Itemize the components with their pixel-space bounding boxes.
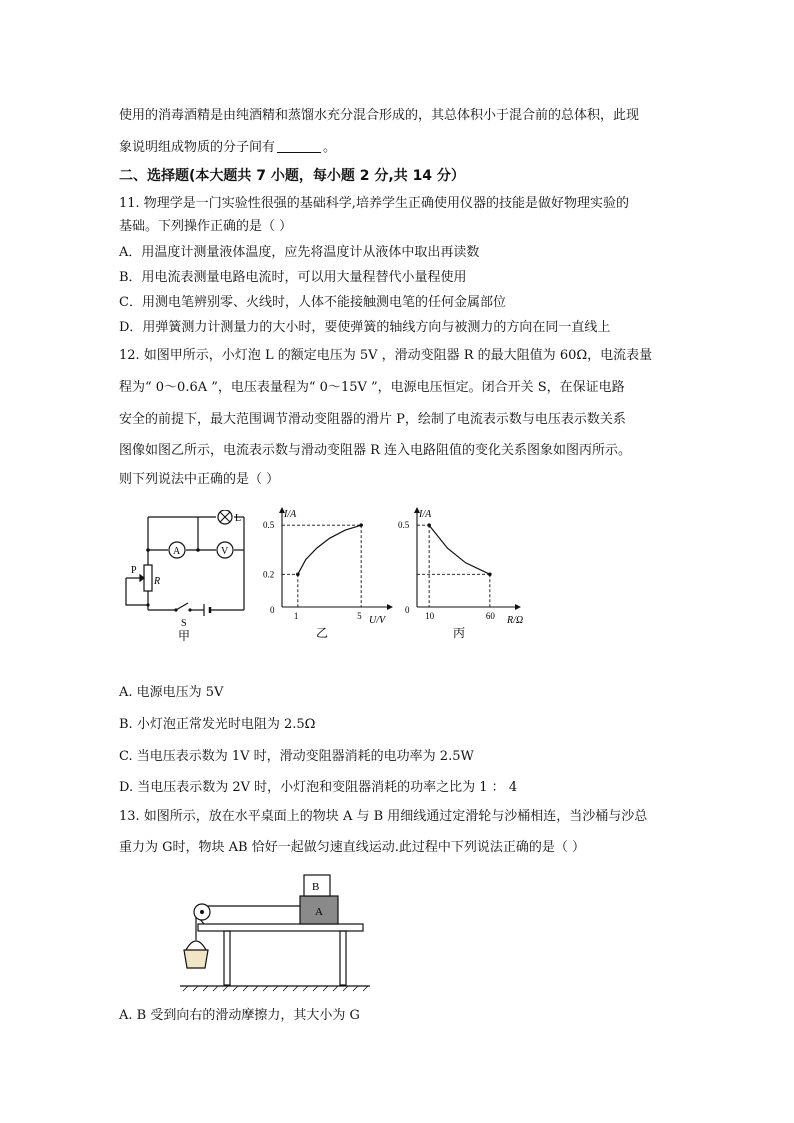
q12-stem-3: 安全的前提下，最大范围调节滑动变阻器的滑片 P，绘制了电流表示数与电压表示数关系 bbox=[119, 412, 626, 427]
q13-option-a: A. B 受到向右的滑动摩擦力，其大小为 G bbox=[119, 1008, 360, 1023]
q13-stem-2: 重力为 G时，物块 AB 恰好一起做匀速直线运动.此过程中下列说法正确的是（ ） bbox=[119, 840, 585, 855]
q12-stem-2: 程为“ 0～0.6A ”，电压表量程为“ 0～15V ”，电源电压恒定。闭合开关 S，在保证电路 bbox=[119, 380, 625, 395]
sand-bucket-icon bbox=[184, 950, 208, 968]
section-2-title: 二、选择题(本大题共 7 小题，每小题 2 分,共 14 分） bbox=[119, 168, 465, 184]
intro-line-2-text: 象说明组成物质的分子间有 bbox=[119, 140, 276, 155]
chart-bing-xtick-10: 10 bbox=[425, 611, 435, 621]
q12-stem-1: 12. 如图甲所示，小灯泡 L 的额定电压为 5V ，滑动变阻器 R 的最大阻值为 60Ω，电流表量 bbox=[119, 348, 653, 363]
chart-bing-xtick-60: 60 bbox=[485, 611, 495, 621]
chart-bing-origin: 0 bbox=[405, 605, 410, 615]
chart-yi-xtick-1: 1 bbox=[293, 611, 299, 621]
block-b-label: B bbox=[312, 881, 320, 893]
chart-yi-ytick-05: 0.5 bbox=[263, 520, 275, 531]
chart-bing-point-1 bbox=[488, 572, 492, 576]
q12-stem-4: 图像如图乙所示，电流表示数与滑动变阻器 R 连入电路阻值的变化关系图象如图丙所示。 bbox=[119, 443, 632, 458]
figure-yi-caption: 乙 bbox=[316, 626, 329, 640]
chart-bing-xlabel: R/Ω bbox=[507, 615, 524, 626]
q12-option-c: C. 当电压表示数为 1V 时，滑动变阻器消耗的电功率为 2.5W bbox=[119, 749, 474, 764]
chart-bing-point-0 bbox=[427, 523, 431, 527]
switch-label: S bbox=[181, 618, 187, 629]
table-top bbox=[198, 924, 363, 931]
chart-yi-ylabel: I/A bbox=[284, 509, 297, 520]
q11-stem-2: 基础。下列操作正确的是（ ） bbox=[119, 219, 293, 234]
chart-yi-xtick-5: 5 bbox=[357, 611, 362, 621]
q12-stem-5: 则下列说法中正确的是（ ） bbox=[119, 472, 280, 487]
q11-option-d: D．用弹簧测力计测量力的大小时，要使弹簧的轴线方向与被测力的方向在同一直线上 bbox=[119, 320, 611, 335]
table-leg-left bbox=[224, 931, 230, 985]
chart-bing-ylabel: I/A bbox=[419, 509, 432, 520]
rheostat-label: R bbox=[154, 576, 161, 587]
lamp-label: L bbox=[235, 513, 242, 524]
chart-yi-curve bbox=[298, 525, 361, 574]
figure-jia-caption: 甲 bbox=[178, 629, 191, 643]
chart-bing bbox=[397, 505, 537, 645]
chart-bing-curve bbox=[429, 525, 490, 574]
chart-yi-ytick-02: 0.2 bbox=[263, 569, 275, 580]
chart-yi-xlabel: U/V bbox=[369, 615, 386, 626]
table-leg-right bbox=[340, 931, 346, 985]
q11-stem-1: 11. 物理学是一门实验性很强的基础科学,培养学生正确使用仪器的技能是做好物理实验的 bbox=[119, 196, 629, 211]
answer-blank[interactable] bbox=[277, 140, 321, 153]
q11-option-a: A．用温度计测量液体温度，应先将温度计从液体中取出再读数 bbox=[119, 245, 480, 260]
voltmeter-label: V bbox=[221, 546, 229, 557]
q12-option-b: B. 小灯泡正常发光时电阻为 2.5Ω bbox=[119, 717, 316, 732]
chart-bing-ytick-05: 0.5 bbox=[398, 520, 410, 531]
chart-yi-point-1 bbox=[359, 523, 363, 527]
q11-option-c: C．用测电笔辨别零、火线时，人体不能接触测电笔的任何金属部位 bbox=[119, 295, 506, 310]
q12-option-a: A. 电源电压为 5V bbox=[119, 685, 224, 700]
intro-line-2 bbox=[119, 136, 336, 155]
q11-option-b: B．用电流表测量电路电流时，可以用大量程替代小量程使用 bbox=[119, 270, 467, 285]
figure-bing-caption: 丙 bbox=[453, 626, 466, 640]
pulley-table-diagram bbox=[170, 870, 380, 995]
chart-yi bbox=[262, 505, 402, 645]
chart-yi-point-0 bbox=[296, 572, 300, 576]
q13-stem-1: 13. 如图所示，放在水平桌面上的物块 A 与 B 用细线通过定滑轮与沙桶相连，当沙桶与沙总 bbox=[119, 809, 648, 824]
chart-yi-origin: 0 bbox=[270, 605, 275, 615]
slider-label: P bbox=[131, 565, 137, 576]
intro-line-1: 使用的消毒酒精是由纯酒精和蒸馏水充分混合形成的，其总体积小于混合前的总体积，此现 bbox=[119, 108, 640, 123]
ammeter-label: A bbox=[173, 546, 181, 557]
block-a-label: A bbox=[315, 906, 323, 918]
intro-line-2-end: 。 bbox=[323, 140, 337, 155]
circuit-diagram bbox=[118, 510, 253, 645]
q12-option-d: D. 当电压表示数为 2V 时，小灯泡和变阻器消耗的功率之比为 1 ： 4 bbox=[119, 780, 518, 795]
